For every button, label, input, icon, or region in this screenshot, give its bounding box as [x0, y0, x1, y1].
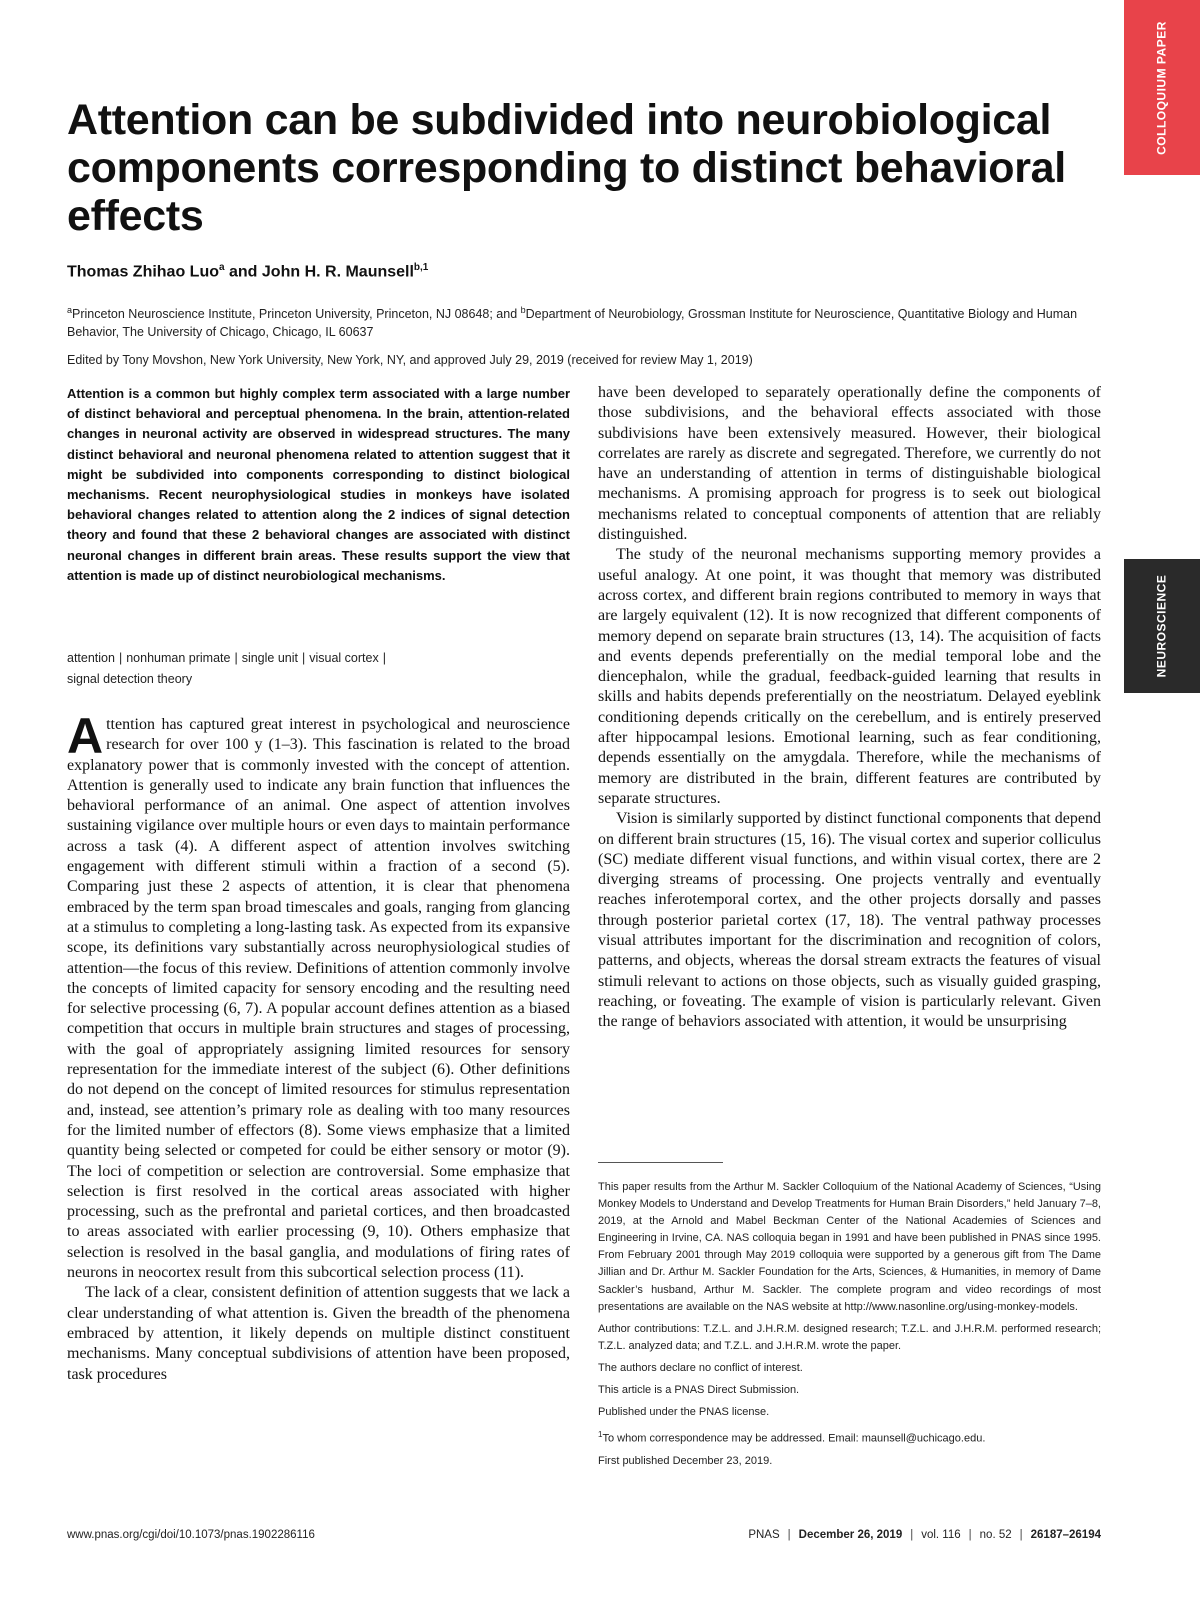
author-conjunction: and — [224, 263, 262, 281]
affiliation-mark: b,1 — [413, 262, 429, 273]
footnote-conflict: The authors declare no conflict of interest. — [598, 1361, 803, 1374]
footnote-published: First published December 23, 2019. — [598, 1454, 773, 1467]
body-paragraph: Vision is similarly supported by distinct functional components that depend on different brain structures (15, 16). The visual cortex and superior colliculus (SC) mediate different visual functions, and within visual cortex, there are 2 diverging streams of processing. One projects ventrally and eventually reaches inferotemporal cortex, and the other projects dorsally and passes through posterior parietal cortex (17, 18). The ventral pathway processes visual attributes important for the discrimination and recognition of colors, patterns, and objects, whereas the dorsal stream extracts the features of visual stimuli relevant to actions on those objects, such as visually guided grasping, reaching, or foveating. The example of vision is particularly relevant. Given the range of behaviors associated with attention, it would be unsurprising — [598, 810, 1101, 1031]
body-column-left — [67, 708, 570, 1385]
edited-by: Edited by Tony Movshon, New York University, New York, NY, and approved July 29, 2019 (received for review May 1, 2019) — [67, 353, 753, 367]
affiliation-mark: b — [520, 305, 526, 315]
abstract: Attention is a common but highly complex term associated with a large number of distinct behavioral and perceptual phenomena. In the brain, attention-related changes in neuronal activity are observed in widespread structures. The many distinct behavioral and neuronal phenomena related to attention suggest that it might be subdivided into components corresponding to distinct biological mechanisms. Recent neurophysiological studies in monkeys have isolated behavioral changes related to attention along the 2 indices of signal detection theory and found that these 2 behavioral changes are associated with distinct neuronal changes in different brain areas. These results support the view that attention is made up of distinct neurobiological mechanisms. — [67, 386, 570, 583]
citation-footer: PNAS | December 26, 2019 | vol. 116 | no. 52 | 26187–26194 — [748, 1529, 1101, 1541]
author-list — [67, 262, 428, 281]
section-label: NEUROSCIENCE — [1154, 574, 1169, 678]
footnote-contributions: Author contributions: T.Z.L. and J.H.R.M. designed research; T.Z.L. and J.H.R.M. performed research; T.Z.L. analyzed data; and T.Z.L. and J.H.R.M. wrote the paper. — [598, 1322, 1101, 1352]
volume: vol. 116 — [921, 1529, 961, 1541]
affiliation-text: Department of Neurobiology, Grossman Institute for Neuroscience, Quantitative Biology and Human Behavior, The University of Chicago, Chicago, IL 60637 — [67, 307, 1078, 340]
affiliations — [67, 301, 1107, 341]
keywords: attention | nonhuman primate | single unit | visual cortex | signal detection theory — [67, 651, 386, 686]
drop-cap: A — [67, 708, 104, 764]
author-name: John H. R. Maunsell — [261, 263, 414, 281]
section-tab — [1124, 559, 1200, 693]
keyword: nonhuman primate — [126, 651, 231, 665]
body-paragraph: The study of the neuronal mechanisms supporting memory provides a useful analogy. At one point, it was thought that memory was distributed across cortex, and different brain regions contributed to memory in ways that are largely equivalent (12). It is now recognized that different components of memory depend on separate brain structures (13, 14). The acquisition of facts and events depends preferentially on the medial temporal lobe and the diencephalon, while the gradual, feedback-guided learning that results in skills and habits depends preferentially on the neostriatum. Delayed eyeblink conditioning depends critically on the cerebellum, and is entirely preserved after hippocampal lesions. Emotional learning, such as fear conditioning, depends essentially on the amygdala. Therefore, while the mechanisms of memory are distributed in the brain, different features are contributed by separate structures. — [598, 546, 1101, 807]
affiliation-mark: a — [219, 262, 225, 273]
author-name: Thomas Zhihao Luo — [67, 263, 219, 281]
keyword: single unit — [241, 651, 298, 665]
body-paragraph: have been developed to separately operationally define the components of those subdivisions, and the behavioral effects associated with those subdivisions have been extensively measured. However, their biological correlates are rarely as discrete and segregated. Therefore, we currently do not have an understanding of attention in terms of distinguishable biological mechanisms. A promising approach for progress is to seek out biological mechanisms related to conceptual components of attention that are reliably distinguished. — [598, 384, 1101, 544]
colloquium-paper-label: COLLOQUIUM PAPER — [1154, 20, 1169, 155]
page-range: 26187–26194 — [1030, 1529, 1101, 1541]
footnote-divider — [598, 1162, 723, 1163]
issue-date: December 26, 2019 — [798, 1529, 903, 1541]
footnotes — [598, 1179, 1101, 1475]
body-paragraph: Attention has captured great interest in psychological and neuroscience research for over 100 y (1–3). This fascination is related to the broad explanatory power that is commonly invested with the concept of attention. Attention is generally used to indicate any brain function that influences the behavioral performance of an animal. One aspect of attention involves sustaining vigilance over multiple hours or even days to maintain performance across a task (4). A different aspect of attention involves switching engagement with different stimuli within a fraction of a second (5). Comparing just these 2 aspects of attention, it is clear that phenomena embraced by the term span broad timescales and goals, ranging from glancing at a stimulus to completing a long-lasting task. As expected from its expansive scope, its definitions vary substantially across neurophysiological studies of attention—the focus of this review. Definitions of attention commonly involve the concepts of limited capacity for sensory encoding and the resulting need for selective processing (6, 7). A popular account defines attention as a biased competition that occurs in multiple brain structures and stages of processing, with the goal of appropriately assigning limited resources for sensory representation for the immediate interest of the subject (6). Other definitions do not depend on the concept of limited resources for stimulus representation and, instead, see attention’s primary role as dealing with too many resources for the limited number of effectors (8). Some views emphasize that a limited quantity being selected or competed for could be either sensory or motor (9). The loci of competition or selection are controversial. Some emphasize that selection is first resolved in the cortical areas associated with higher processing, such as the prefrontal and parietal cortices, and then broadcasted to areas associated with earlier processing (9, 10). Others emphasize that selection is resolved in the basal ganglia, and modulations of firing rates of neurons in neocortex result from this subcortical selection process (11). — [67, 708, 570, 1282]
footnote-mark: 1 — [598, 1430, 603, 1440]
body-paragraph: The lack of a clear, consistent definition of attention suggests that we lack a clear understanding of what attention is. Given the breadth of the phenomena embraced by attention, it likely depends on multiple distinct constituent mechanisms. Many conceptual subdivisions of attention have been proposed, task procedures — [67, 1284, 570, 1383]
paper-title: Attention can be subdivided into neurobiological components corresponding to distinct behavioral effects — [67, 96, 1066, 240]
footnote-correspondence: $^1$To whom correspondence may be addressed. Email: maunsell@uchicago.edu. — [598, 1430, 986, 1445]
footnote-license: Published under the PNAS license. — [598, 1406, 770, 1419]
keyword: attention — [67, 651, 115, 665]
colloquium-paper-tab — [1124, 0, 1200, 175]
affiliation-text: Princeton Neuroscience Institute, Princeton University, Princeton, NJ 08648; and — [72, 307, 521, 322]
footnote-submission: This article is a PNAS Direct Submission. — [598, 1384, 800, 1397]
issue-number: no. 52 — [979, 1529, 1012, 1541]
keyword: signal detection theory — [67, 671, 193, 686]
affiliation-mark: a — [67, 305, 73, 315]
keyword: visual cortex — [309, 651, 379, 665]
body-column-right — [598, 383, 1101, 1033]
doi-link[interactable]: www.pnas.org/cgi/doi/10.1073/pnas.1902286116 — [67, 1529, 315, 1541]
journal-name: PNAS — [748, 1529, 780, 1541]
footnote-colloquium: This paper results from the Arthur M. Sackler Colloquium of the National Academy of Sciences, “Using Monkey Models to Understand and Develop Treatments for Human Brain Disorders,” held January 7–8, 2019, at the Arnold and Mabel Beckman Center of the National Academies of Sciences and Engineering in Irvine, CA. NAS colloquia began in 1991 and have been published in PNAS since 1995. From February 2001 through May 2019 colloquia were supported by a generous gift from The Dame Jillian and Dr. Arthur M. Sackler Foundation for the Arts, Sciences, & Humanities, in memory of Dame Sackler’s husband, Arthur M. Sackler. The complete program and video recordings of most presentations are available on the NAS website at http://www.nasonline.org/using-monkey-models. — [598, 1181, 1101, 1313]
